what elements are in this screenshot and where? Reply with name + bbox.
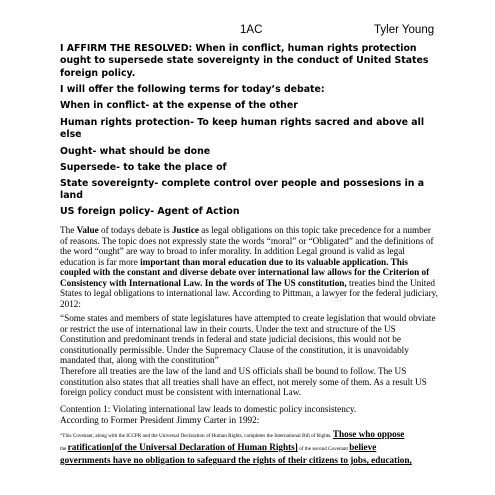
carter-card-text: [60, 429, 440, 466]
pittman-quote: [60, 313, 440, 366]
value-text-2: of todays debate is: [98, 225, 172, 235]
value-paragraph-text: [60, 225, 440, 309]
treaties-paragraph-text: Therefore all treaties are the law of the land and US officials shall be bound to follow. The US constitution also states that all treaties shall have an effect, not merely some of them. As a result US foreign policy conduct must be consistent with international Law.: [60, 366, 427, 397]
card-small-text-3: of the second Covenant: [297, 446, 350, 452]
card-small-text-2: the: [60, 446, 68, 452]
case-label: 1AC: [240, 24, 263, 36]
definition-human-rights-protection: Human rights protection- To keep human rights sacred and above all else: [60, 117, 425, 141]
value-paragraph: [60, 225, 440, 309]
definition-us-foreign-policy: US foreign policy- Agent of Action: [60, 206, 240, 217]
definition-ought-block: [60, 146, 440, 158]
criterion-emphasis: important than moral education due to its valuable application. This coupled with the constant and diverse debate over international law allows for the Criterion of Consistency with International Law. In the words of The US constitution,: [60, 256, 430, 288]
definition-supersede: Supersede- to take the place of: [60, 162, 227, 173]
definition-supersede-block: [60, 162, 440, 174]
resolution-statement: I AFFIRM THE RESOLVED: When in conflict, human rights protection ought to supersede state sovereignty in the conduct of United States foreign policy.: [60, 43, 429, 79]
pittman-quote-text: “Some states and members of state legislatures have attempted to create legislation that would obviate or restrict the use of international law in their courts. Under the text and structure of the US Constitution and predominant trends in federal and state judicial decisions, this would not be constitutionally permissible. Under the Supremacy Clause of the constitution, it is unavoidably mandated that, along with the constitution”: [60, 313, 436, 365]
definitions-intro: I will offer the following terms for today’s debate:: [60, 84, 325, 95]
author-name: Tyler Young: [374, 24, 435, 36]
value-text-1: The: [60, 225, 77, 235]
page-header: [0, 24, 495, 40]
definition-state-sovereignty-block: [60, 178, 440, 203]
value-text-3: as legal obligations on this topic take precedence for a number of reasons. The topic does not expressly state the words “moral” or “Obligated” and the definitions of the word “ought” are way to broad to infer morality. In addition Legal ground is valid as legal education is far more: [60, 225, 434, 267]
justice-word: Justice: [171, 225, 199, 235]
treaties-paragraph: [60, 366, 440, 398]
definition-human-rights-block: [60, 117, 440, 142]
resolution-block: [60, 43, 440, 80]
definition-ought: Ought- what should be done: [60, 146, 211, 157]
definition-state-sovereignty: State sovereignty- complete control over people and possesions in a land: [60, 178, 425, 202]
contention-title: Contention 1: Violating international law leads to domestic policy inconsistency.: [60, 404, 357, 414]
definition-when-in-conflict-block: [60, 100, 440, 112]
card-emphasis-4: governments have no obligation to safeguard the rights of their citizens to jobs, education,: [60, 455, 412, 465]
value-word: Value: [76, 225, 99, 235]
card-small-text-1: “This Covenant, along with the ICCPR and the Universal Declaration of Human Rights, completes the International Bill of Rights.: [60, 433, 333, 439]
card-emphasis-3: believe: [349, 442, 377, 452]
contention-block: [60, 404, 440, 425]
contention-attribution: According to Former President Jimmy Carter in 1992:: [60, 414, 260, 425]
card-emphasis-1: Those who oppose: [332, 429, 405, 439]
definitions-intro-block: [60, 84, 440, 96]
value-text-4: treaties bind the United States to legal obligations to international law. According to Pittman, a lawyer for the federal judiciary, 2012:: [60, 277, 438, 309]
card-emphasis-2: ratification[of the Universal Declaration of Human Rights]: [67, 442, 298, 452]
carter-card: [60, 429, 440, 466]
definition-when-in-conflict: When in conflict- at the expense of the other: [60, 100, 298, 111]
definition-us-foreign-policy-block: [60, 206, 440, 218]
